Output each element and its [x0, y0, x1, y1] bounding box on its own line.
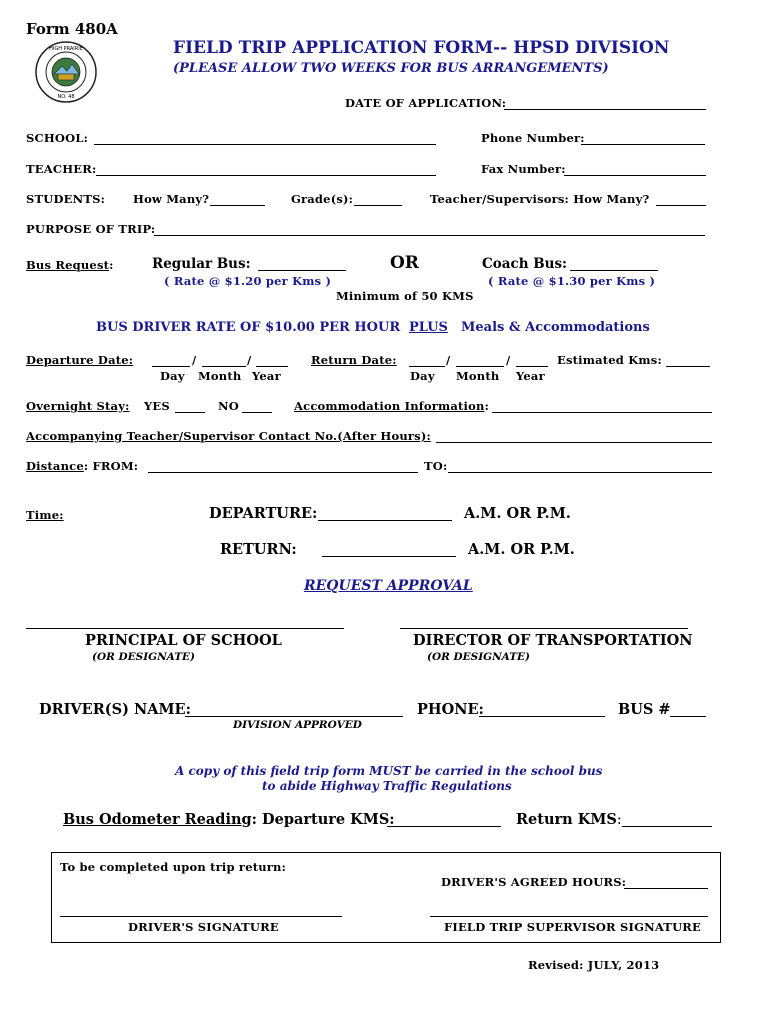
purpose-label: PURPOSE OF TRIP: [26, 222, 156, 236]
grades-label: Grade(s): [291, 192, 354, 206]
return-year-caption: Year [516, 369, 545, 383]
supervisor-signature-label: FIELD TRIP SUPERVISOR SIGNATURE [444, 920, 702, 934]
return-date-label: Return Date: [311, 353, 397, 367]
departure-time-label: DEPARTURE: [209, 505, 318, 522]
departure-time-field[interactable] [318, 520, 452, 521]
meals-accommodations-text: Meals & Accommodations [461, 320, 650, 335]
to-label: TO: [424, 459, 448, 473]
students-count-field[interactable] [210, 205, 265, 206]
overnight-stay-label: Overnight Stay: [26, 399, 130, 413]
yes-label: YES [144, 399, 170, 413]
fax-number-field[interactable] [564, 175, 706, 176]
driver-phone-field[interactable] [479, 716, 605, 717]
departure-month-caption: Month [198, 369, 242, 383]
coach-bus-rate: ( Rate @ $1.30 per Kms ) [488, 274, 656, 288]
school-division-seal-icon [34, 40, 98, 104]
form-title: FIELD TRIP APPLICATION FORM-- HPSD DIVISION [173, 38, 670, 58]
director-label: DIRECTOR OF TRANSPORTATION [413, 632, 693, 649]
date-of-application-label: DATE OF APPLICATION: [345, 96, 507, 110]
estimated-kms-label: Estimated Kms: [557, 353, 662, 367]
teacher-field[interactable] [96, 175, 436, 176]
purpose-field[interactable] [154, 235, 705, 236]
agreed-hours-field[interactable] [624, 888, 708, 889]
return-day-caption: Day [410, 369, 435, 383]
request-approval-heading: REQUEST APPROVAL [304, 578, 473, 594]
overnight-no-field[interactable] [242, 412, 272, 413]
return-day-field[interactable] [409, 366, 445, 367]
regular-bus-label: Regular Bus: [152, 256, 251, 272]
svg-text:HIGH PRAIRIE: HIGH PRAIRIE [49, 46, 83, 52]
school-label: SCHOOL: [26, 131, 89, 145]
date-separator: / [506, 353, 511, 367]
overnight-yes-field[interactable] [175, 412, 205, 413]
how-many-label: How Many? [133, 192, 210, 206]
accommodation-info-field[interactable] [492, 412, 712, 413]
driver-rate-text: BUS DRIVER RATE OF $10.00 PER HOUR [96, 320, 401, 335]
date-of-application-field[interactable] [504, 109, 706, 110]
regular-bus-rate: ( Rate @ $1.20 per Kms ) [164, 274, 332, 288]
school-field[interactable] [94, 144, 436, 145]
bus-number-field[interactable] [670, 716, 706, 717]
trip-return-heading: To be completed upon trip return: [60, 860, 287, 874]
return-month-caption: Month [456, 369, 500, 383]
departure-month-field[interactable] [202, 366, 246, 367]
no-label: NO [218, 399, 239, 413]
distance-label: Distance [26, 459, 84, 473]
principal-label: PRINCIPAL OF SCHOOL [85, 632, 282, 649]
svg-text:NO. 48: NO. 48 [57, 94, 75, 100]
form-number: Form 480A [26, 20, 118, 38]
regular-bus-field[interactable] [258, 270, 346, 271]
departure-am-pm: A.M. OR P.M. [464, 505, 571, 522]
bus-number-label: BUS # [618, 701, 671, 718]
return-time-label: RETURN: [220, 541, 297, 558]
minimum-kms-note: Minimum of 50 KMS [336, 289, 474, 303]
departure-year-field[interactable] [256, 366, 288, 367]
odometer-return-colon: : [616, 812, 622, 828]
bus-request-label: Bus Request [26, 258, 110, 272]
supervisor-signature-field[interactable] [430, 916, 708, 917]
contact-number-label: Accompanying Teacher/Supervisor Contact No.(After Hours): [26, 429, 431, 443]
contact-number-field[interactable] [436, 442, 712, 443]
revised-date: Revised: JULY, 2013 [528, 958, 660, 972]
driver-name-label: DRIVER(S) NAME: [39, 701, 191, 718]
return-year-field[interactable] [516, 366, 548, 367]
time-label: Time: [26, 508, 64, 522]
driver-name-field[interactable] [185, 716, 403, 717]
distance-to-field[interactable] [448, 472, 712, 473]
odometer-return-field[interactable] [622, 826, 712, 827]
teacher-label: TEACHER: [26, 162, 97, 176]
estimated-kms-field[interactable] [666, 366, 710, 367]
principal-designate-note: (OR DESIGNATE) [92, 651, 196, 663]
phone-number-field[interactable] [581, 144, 705, 145]
odometer-label: Bus Odometer Reading [63, 811, 252, 828]
accommodation-info-colon: : [484, 399, 490, 413]
return-month-field[interactable] [456, 366, 504, 367]
driver-phone-label: PHONE: [417, 701, 484, 718]
or-label: OR [390, 253, 419, 273]
date-separator: / [446, 353, 451, 367]
notice-line-1: A copy of this field trip form MUST be carried in the school bus [175, 764, 603, 778]
director-signature-field[interactable] [400, 628, 688, 629]
form-subtitle: (PLEASE ALLOW TWO WEEKS FOR BUS ARRANGEMENTS) [173, 61, 609, 76]
division-approved-note: DIVISION APPROVED [233, 719, 362, 731]
driver-signature-field[interactable] [60, 916, 342, 917]
departure-day-field[interactable] [152, 366, 190, 367]
departure-year-caption: Year [252, 369, 281, 383]
phone-number-label: Phone Number: [481, 131, 585, 145]
return-time-field[interactable] [322, 556, 456, 557]
fax-number-label: Fax Number: [481, 162, 566, 176]
supervisors-count-field[interactable] [656, 205, 706, 206]
grades-field[interactable] [354, 205, 402, 206]
departure-date-label: Departure Date: [26, 353, 134, 367]
departure-day-caption: Day [160, 369, 185, 383]
students-label: STUDENTS: [26, 192, 106, 206]
date-separator: / [247, 353, 252, 367]
odometer-return-label: Return KMS [516, 811, 617, 828]
coach-bus-field[interactable] [570, 270, 658, 271]
notice-line-2: to abide Highway Traffic Regulations [262, 779, 512, 793]
return-am-pm: A.M. OR P.M. [468, 541, 575, 558]
agreed-hours-label: DRIVER'S AGREED HOURS: [441, 875, 627, 889]
from-label: : FROM: [83, 459, 139, 473]
teacher-supervisors-label: Teacher/Supervisors: How Many? [430, 192, 650, 206]
coach-bus-label: Coach Bus: [482, 256, 568, 272]
accommodation-info-label: Accommodation Information [294, 399, 485, 413]
odometer-departure-label: : Departure KMS: [251, 811, 395, 828]
principal-signature-field[interactable] [26, 628, 344, 629]
odometer-departure-field[interactable] [387, 826, 501, 827]
distance-from-field[interactable] [148, 472, 418, 473]
plus-text: PLUS [409, 320, 448, 335]
director-designate-note: (OR DESIGNATE) [427, 651, 531, 663]
driver-signature-label: DRIVER'S SIGNATURE [128, 920, 279, 934]
date-separator: / [192, 353, 197, 367]
bus-request-colon: : [109, 258, 114, 272]
